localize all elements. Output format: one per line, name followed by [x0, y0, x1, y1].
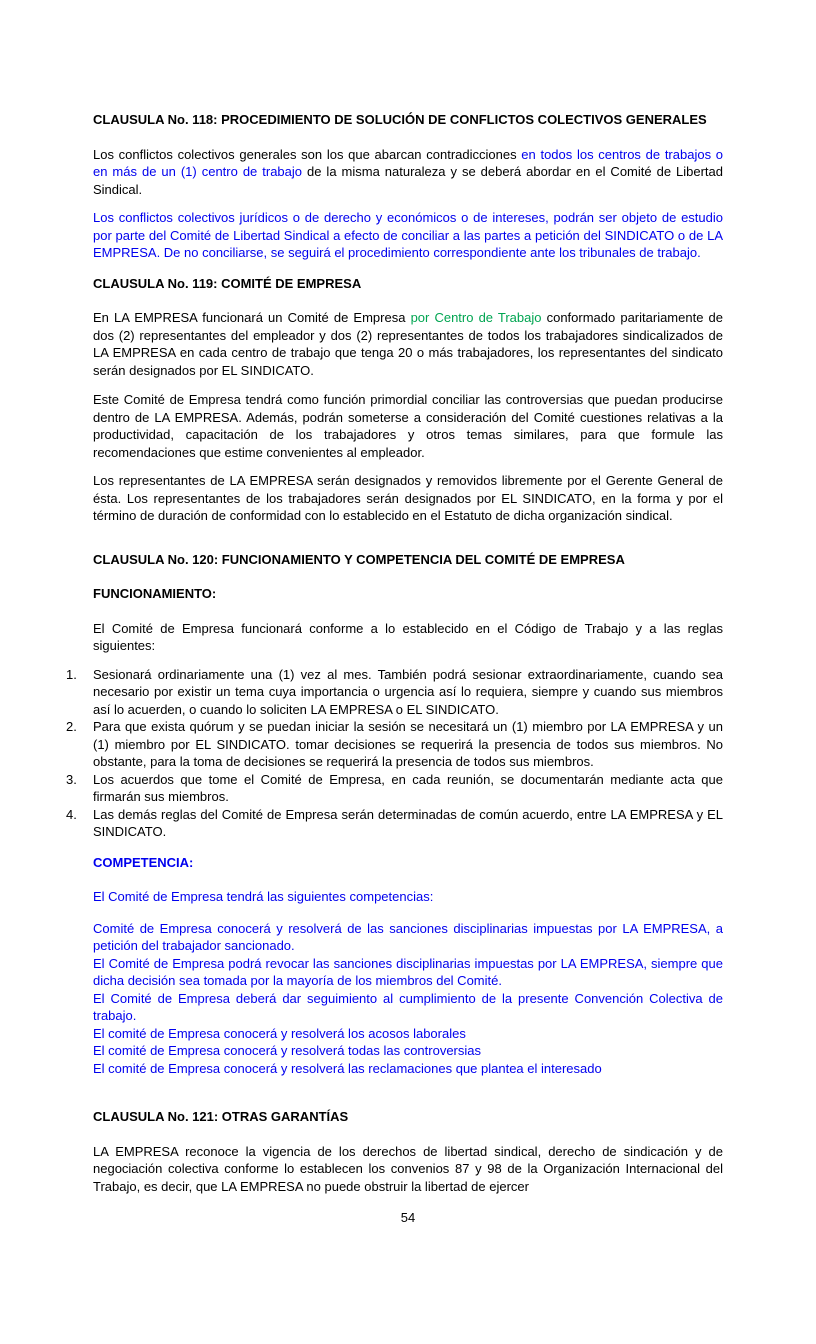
rules-list	[66, 666, 723, 841]
competencia-item: El comité de Empresa conocerá y resolverá los acosos laborales	[93, 1025, 466, 1041]
list-item-text: Los acuerdos que tome el Comité de Empresa, en cada reunión, se documentarán mediante acta que firmarán sus miembros.	[93, 771, 723, 804]
list-item	[66, 718, 723, 771]
text-segment: En LA EMPRESA funcionará un Comité de Empresa	[93, 310, 411, 325]
clause-118-paragraph-1	[93, 146, 723, 199]
text-segment-blue: en todos los centros de trabajos o en más de un (1) centro de trabajo	[93, 146, 724, 179]
text-segment-green: por Centro de Trabajo	[410, 310, 547, 325]
competencia-item: Comité de Empresa conocerá y resolverá de las sanciones disciplinarias impuestas por LA EMPRESA, a petición del trabajador sancionado.	[93, 920, 723, 953]
text-segment: Los conflictos colectivos generales son los que abarcan contradicciones	[93, 146, 522, 162]
clause-121-paragraph-1: LA EMPRESA reconoce la vigencia de los derechos de libertad sindical, derecho de sindicación y de negociación colectiva conforme lo establecen los convenios 87 y 98 de la Organización Internacional del Trabajo, es decir, que LA EMPRESA no puede obstruir la libertad de ejercer	[93, 1143, 723, 1194]
competencias-block	[93, 920, 723, 1078]
clause-120-heading: CLAUSULA No. 120: FUNCIONAMIENTO Y COMPETENCIA DEL COMITÉ DE EMPRESA	[93, 551, 625, 567]
clause-121-heading: CLAUSULA No. 121: OTRAS GARANTÍAS	[93, 1109, 349, 1124]
clause-119-paragraph-1	[93, 309, 723, 379]
list-item-number: 4.	[66, 806, 77, 822]
clause-119-paragraph-3: Los representantes de LA EMPRESA serán designados y removidos libremente por el Gerente General de ésta. Los representantes de los trabajadores serán designados por EL SINDICATO, en la forma y por el término de duración de conformidad con lo establecido en el Estatuto de dicha organización sindical.	[93, 473, 723, 523]
competencia-item: El comité de Empresa conocerá y resolverá todas las controversias	[93, 1043, 482, 1058]
list-item-text: Sesionará ordinariamente una (1) vez al mes. También podrá sesionar extraordinariamente, cuando sea necesario por existir un tema cuya importancia o urgencia así lo requiera, siempre y cuando sus miembros así lo acuerden, o cuando lo soliciten LA EMPRESA o EL SINDICATO.	[93, 666, 723, 717]
clause-118-paragraph-2: Los conflictos colectivos jurídicos o de derecho y económicos o de intereses, podrán ser objeto de estudio por parte del Comité de Libertad Sindical a efecto de conciliar a las partes a petición del SINDICATO o de LA EMPRESA. De no conciliarse, se seguirá el procedimiento correspondiente ante los tribunales de trabajo.	[93, 210, 723, 260]
text-segment: de la misma naturaleza y se deberá abordar en el Comité de Libertad Sindical.	[93, 164, 724, 197]
clause-119-heading: CLAUSULA No. 119: COMITÉ DE EMPRESA	[93, 275, 362, 291]
list-item	[66, 806, 723, 841]
list-item-number: 2.	[66, 719, 77, 734]
funcionamiento-label: FUNCIONAMIENTO:	[93, 586, 217, 601]
text-segment: conformado paritariamente de dos (2) representantes del empleador y dos (2) representantes de todos los trabajadores sindicalizados de LA EMPRESA en cada centro de trabajo que tenga 20 o más trabajadores, los representantes del sindicato serán designados por EL SINDICATO.	[93, 310, 723, 378]
list-item-text: Las demás reglas del Comité de Empresa serán determinadas de común acuerdo, entre LA EMPRESA y EL SINDICATO.	[93, 806, 723, 839]
list-item-number: 1.	[66, 666, 77, 682]
clause-120-intro-paragraph: El Comité de Empresa funcionará conforme a lo establecido en el Código de Trabajo y a las reglas siguientes:	[93, 620, 723, 653]
list-item	[66, 771, 723, 806]
competencia-item: El comité de Empresa conocerá y resolverá las reclamaciones que plantea el interesado	[93, 1060, 602, 1076]
page-footer	[93, 1209, 723, 1227]
clause-118-heading: CLAUSULA No. 118: PROCEDIMIENTO DE SOLUCIÓN DE CONFLICTOS COLECTIVOS GENERALES	[93, 112, 707, 127]
competencia-item: El Comité de Empresa deberá dar seguimiento al cumplimiento de la presente Convención Colectiva de trabajo.	[93, 990, 723, 1023]
clause-119-paragraph-2: Este Comité de Empresa tendrá como función primordial conciliar las controversias que puedan producirse dentro de LA EMPRESA. Además, podrán someterse a consideración del Comité cuestiones relativas a la productividad, capacitación de los trabajadores y otros temas similares, para que formule las recomendaciones que estime convenientes al empleador.	[93, 392, 723, 460]
competencia-label: COMPETENCIA:	[93, 854, 194, 870]
list-item-number: 3.	[66, 771, 77, 787]
page-number: 54	[400, 1210, 416, 1225]
list-item	[66, 666, 723, 719]
competencia-item: El Comité de Empresa podrá revocar las sanciones disciplinarias impuestas por LA EMPRESA, siempre que dicha decisión sea tomada por la mayoría de los miembros del Comité.	[93, 955, 723, 988]
competencia-intro: El Comité de Empresa tendrá las siguientes competencias:	[93, 889, 434, 904]
list-item-text: Para que exista quórum y se puedan iniciar la sesión se necesitará un (1) miembro por LA EMPRESA y un (1) miembro por EL SINDICATO. tomar decisiones se requerirá la presencia de todos sus miembros. No obstante, para la toma de decisiones se requerirá la presencia de todos sus miembros.	[93, 719, 723, 769]
